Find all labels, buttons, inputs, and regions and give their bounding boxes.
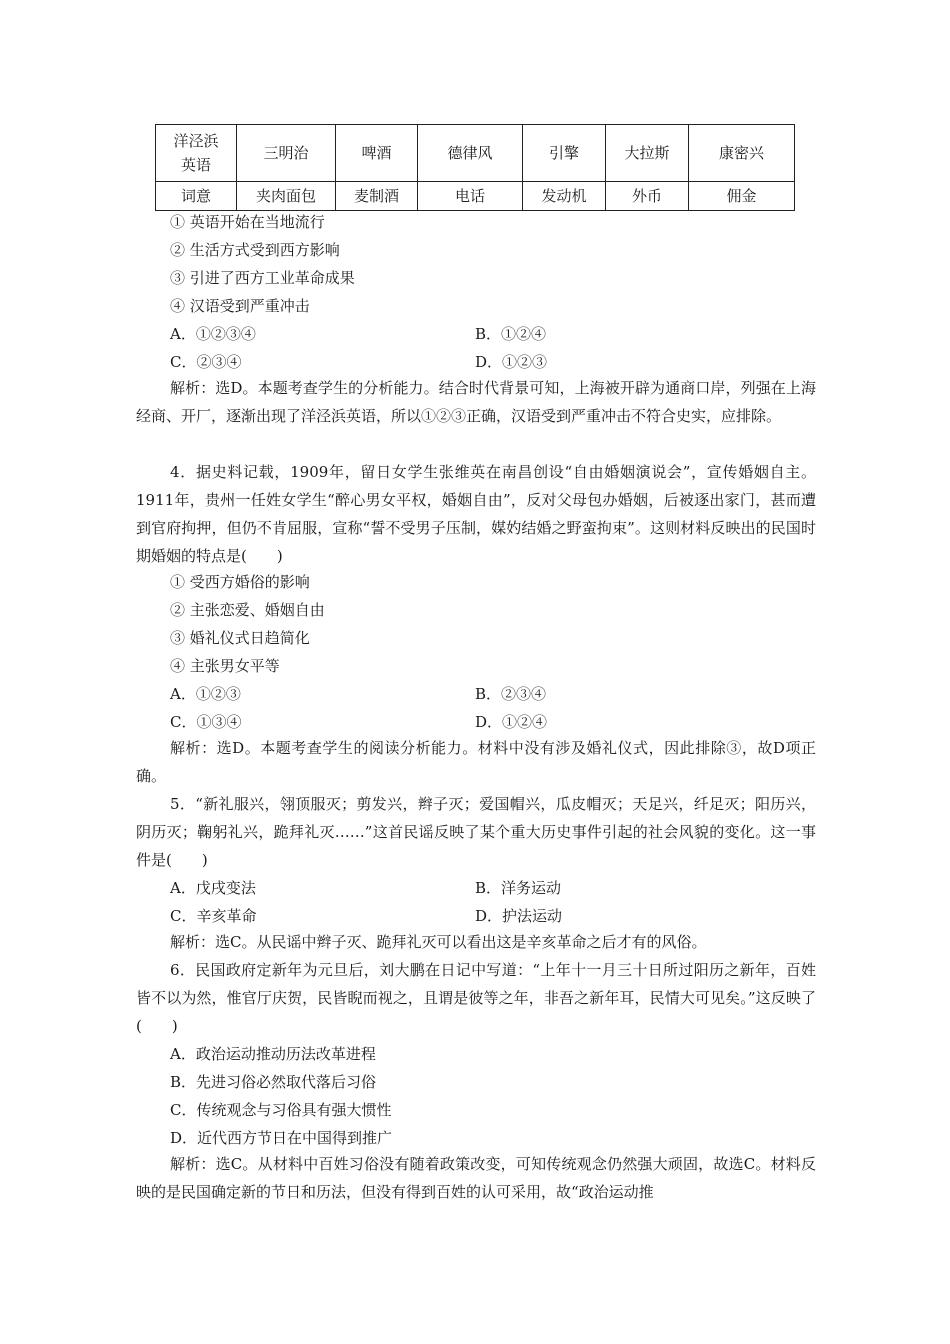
table-cell: 夹肉面包 <box>237 182 336 211</box>
option-d: D．近代西方节日在中国得到推广 <box>170 1129 393 1147</box>
table-cell: 麦制酒 <box>336 182 418 211</box>
table-cell: 三明治 <box>237 125 336 182</box>
option-a: A．戊戌变法 <box>170 879 256 897</box>
option-c: C．辛亥革命 <box>170 907 257 925</box>
question-stem: 4．据史料记载，1909年，留日女学生张维英在南昌创设“自由婚姻演说会”，宣传婚姻自主。1911年，贵州一任姓女学生“醉心男女平权，婚姻自由”，反对父母包办婚姻，后被逐出家门，甚而遭到官府拘押，但仍不肯屈服，宣称“誓不受男子压制，媒妁结婚之野蛮拘束”。这则材料反映出的民国时期婚姻的特点是( ) <box>136 463 816 565</box>
list-item: ③ 婚礼仪式日趋简化 <box>170 629 310 647</box>
table-cell: 洋泾浜英语 <box>156 125 237 182</box>
list-item: ① 英语开始在当地流行 <box>170 213 325 231</box>
option-a: A．①②③ <box>170 685 241 703</box>
list-item: ④ 汉语受到严重冲击 <box>170 297 310 315</box>
table-cell: 德律风 <box>418 125 523 182</box>
list-item: ③ 引进了西方工业革命成果 <box>170 269 355 287</box>
question-stem: 6．民国政府定新年为元旦后，刘大鹏在日记中写道：“上年十一月三十日所过阳历之新年，百姓皆不以为然，惟官厅庆贺，民皆睨而视之，且谓是彼等之年，非吾之新年耳，民情大可见矣。”这反映了( ) <box>136 961 816 1035</box>
option-a: A．政治运动推动历法改革进程 <box>170 1045 376 1063</box>
option-b: B．②③④ <box>475 685 547 703</box>
option-b: B．先进习俗必然取代落后习俗 <box>170 1073 377 1091</box>
option-d: D．①②④ <box>475 713 548 731</box>
question-stem: 5．“新礼服兴，翎顶服灭；剪发兴，辫子灭；爱国帽兴，瓜皮帽灭；天足兴，纤足灭；阳历兴，阴历灭；鞠躬礼兴，跪拜礼灭……”这首民谣反映了某个重大历史事件引起的社会风貌的变化。这一事件是( ) <box>136 795 816 869</box>
table-cell: 电话 <box>418 182 523 211</box>
table-cell: 啤酒 <box>336 125 418 182</box>
option-d: D．护法运动 <box>475 907 563 925</box>
table-row <box>156 125 795 182</box>
table-cell: 佣金 <box>689 182 795 211</box>
list-item: ② 生活方式受到西方影响 <box>170 241 340 259</box>
table-cell: 发动机 <box>523 182 606 211</box>
table-row <box>156 182 795 211</box>
option-c: C．①③④ <box>170 713 242 731</box>
list-item: ② 主张恋爱、婚姻自由 <box>170 601 325 619</box>
analysis-paragraph: 解析：选D。本题考查学生的阅读分析能力。材料中没有涉及婚礼仪式，因此排除③，故D项正确。 <box>136 739 816 785</box>
analysis-paragraph: 解析：选C。从材料中百姓习俗没有随着政策改变，可知传统观念仍然强大顽固，故选C。材料反映的是民国确定新的节日和历法，但没有得到百姓的认可采用，故“政治运动推 <box>136 1155 816 1201</box>
table-cell: 引擎 <box>523 125 606 182</box>
list-item: ① 受西方婚俗的影响 <box>170 573 310 591</box>
table-cell: 外币 <box>606 182 689 211</box>
option-a: A．①②③④ <box>170 325 256 343</box>
option-c: C．传统观念与习俗具有强大惯性 <box>170 1101 392 1119</box>
vocabulary-table <box>155 124 795 211</box>
table-cell: 康密兴 <box>689 125 795 182</box>
table-cell: 词意 <box>156 182 237 211</box>
list-item: ④ 主张男女平等 <box>170 657 280 675</box>
option-d: D．①②③ <box>475 353 548 371</box>
table-cell: 大拉斯 <box>606 125 689 182</box>
option-c: C．②③④ <box>170 353 242 371</box>
option-b: B．①②④ <box>475 325 547 343</box>
analysis-paragraph: 解析：选D。本题考查学生的分析能力。结合时代背景可知，上海被开辟为通商口岸，列强在上海经商、开厂，逐渐出现了洋泾浜英语，所以①②③正确，汉语受到严重冲击不符合史实，应排除。 <box>136 379 816 425</box>
option-b: B．洋务运动 <box>475 879 562 897</box>
analysis-paragraph: 解析：选C。从民谣中辫子灭、跪拜礼灭可以看出这是辛亥革命之后才有的风俗。 <box>170 933 707 951</box>
